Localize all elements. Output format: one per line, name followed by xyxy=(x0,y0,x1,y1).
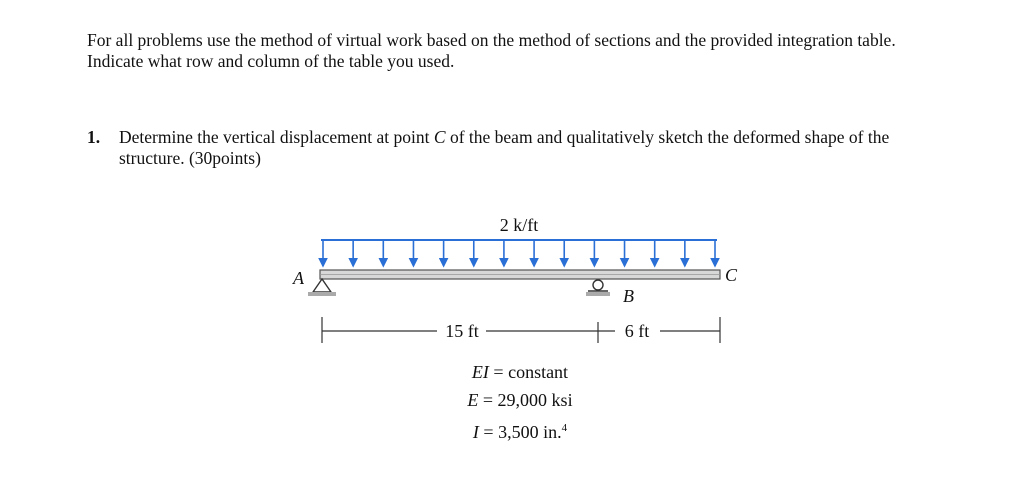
load-arrows xyxy=(323,240,715,266)
beam xyxy=(320,270,720,279)
problem-line-1-end: of the beam and qualitatively sketch the deformed shape of the xyxy=(445,127,890,147)
distributed-load xyxy=(321,240,717,266)
i-value: = 3,500 in. xyxy=(478,422,562,442)
ei-line xyxy=(440,358,600,386)
i-exponent: 4 xyxy=(561,422,568,434)
dimension-15ft: 15 ft xyxy=(445,321,479,341)
instructions-line-1: For all problems use the method of virtual work based on the method of sections and the provided integration table. xyxy=(87,30,896,50)
dimension-line xyxy=(322,317,720,343)
label-c: C xyxy=(725,265,738,285)
i-line xyxy=(440,414,600,446)
ei-value: = constant xyxy=(488,362,569,382)
problem-point-c: C xyxy=(433,127,446,147)
problem-number: 1. xyxy=(87,127,101,147)
problem-line-1-start: Determine the vertical displacement at point xyxy=(119,127,434,147)
load-label: 2 k/ft xyxy=(499,215,539,235)
e-symbol: E xyxy=(467,390,479,410)
instructions-line-2: Indicate what row and column of the table you used. xyxy=(87,51,455,71)
problem-line-2: structure. (30points) xyxy=(119,148,261,168)
e-line xyxy=(440,386,600,414)
label-b: B xyxy=(623,286,634,306)
dimension-6ft: 6 ft xyxy=(624,321,650,341)
pin-support-a xyxy=(308,279,336,296)
material-properties xyxy=(440,358,600,446)
ei-symbol: EI xyxy=(471,362,489,382)
roller-support-b xyxy=(586,280,610,296)
e-value: = 29,000 ksi xyxy=(478,390,573,410)
i-symbol: I xyxy=(472,422,479,442)
label-a: A xyxy=(293,268,304,288)
